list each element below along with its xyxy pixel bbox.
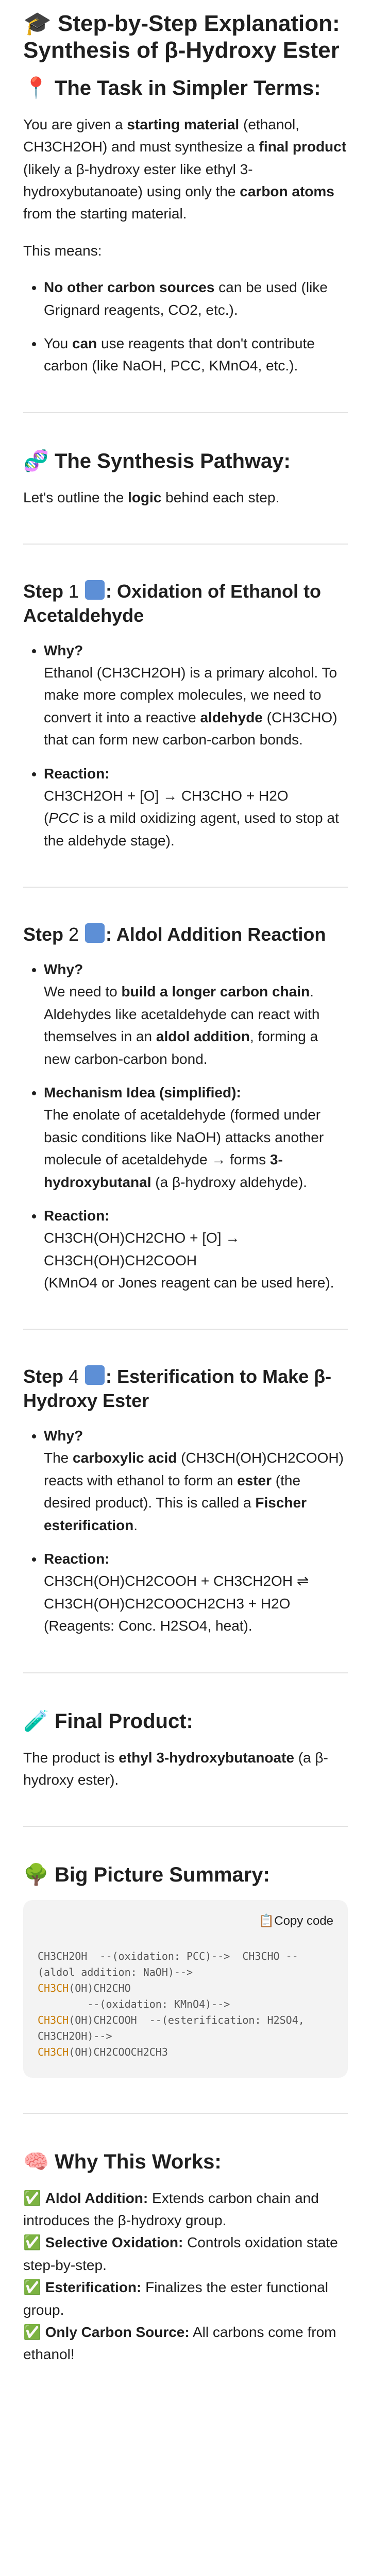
divider [23, 2113, 348, 2114]
code-line [38, 1980, 333, 1996]
list-item: • Reaction: CH3CH2OH + [O] → CH3CHO + H2O (PCC is a mild oxidizing agent, used to stop at the aldehyde stage). [44, 762, 348, 852]
list-item: • Why? We need to build a longer carbon chain. Aldehydes like acetaldehyde can react with themselves in an aldol addition, forming a new carbon-carbon bond. [44, 958, 348, 1070]
task-section [23, 75, 348, 377]
step-1-heading: Step 1 : Oxidation of Ethanol to Acetaldehyde [23, 581, 322, 626]
brain-icon: 🧠 [23, 2149, 49, 2174]
check-mark-icon: ✅ [23, 2234, 41, 2251]
why-item: ✅ Aldol Addition: Extends carbon chain and introduces the β-hydroxy group. [23, 2189, 319, 2228]
keycap-box-icon [85, 1365, 105, 1385]
page-title-text: Step-by-Step Explanation: Synthesis of β-Hydroxy Ester [23, 11, 340, 63]
code-token: --(oxidation: KMnO4)--> [38, 1997, 230, 2010]
code-line [38, 2012, 333, 2044]
divider [23, 1672, 348, 1673]
list-item: • Reaction: CH3CH(OH)CH2COOH + CH3CH2OH ⇌ CH3CH(OH)CH2COOCH2CH3 + H2O (Reagents: Conc. H2SO4, heat). [44, 1548, 348, 1637]
list-item: • Why? Ethanol (CH3CH2OH) is a primary alcohol. To make more complex molecules, we need to convert it into a reactive aldehyde (CH3CHO) that can form new carbon-carbon bonds. [44, 639, 348, 751]
final-paragraph: The product is ethyl 3-hydroxybutanoate (a β-hydroxy ester). [23, 1749, 328, 1788]
code-token: CH3CH2OH --(oxidation: PCC)--> CH3CHO --(aldol addition: NaOH)--> [38, 1950, 298, 1978]
constraints-list [23, 276, 348, 377]
step-2-section [23, 923, 348, 1294]
why-works-section [23, 2149, 348, 2366]
step-1-section [23, 580, 348, 852]
summary-heading-text: Big Picture Summary: [54, 1863, 270, 1887]
code-content [38, 1948, 333, 2060]
why-heading [23, 2149, 348, 2175]
step-2-list [23, 958, 348, 1294]
pathway-intro: Let's outline the logic behind each step. [23, 489, 280, 505]
code-block [23, 1900, 348, 2077]
code-line [38, 1948, 333, 1980]
step-2-heading: Step 2 : Aldol Addition Reaction [23, 924, 326, 945]
code-line [38, 2044, 333, 2060]
copy-code-button[interactable] [259, 1914, 333, 1928]
summary-section [23, 1862, 348, 2077]
step-4-heading: Step 4 : Esterification to Make β-Hydroxy Ester [23, 1366, 332, 1412]
code-token: (OH)CH2CHO [69, 1981, 131, 1994]
why-item: ✅ Only Carbon Source: All carbons come from ethanol! [23, 2323, 336, 2363]
divider [23, 887, 348, 888]
divider [23, 412, 348, 413]
keycap-box-icon [85, 923, 105, 943]
reaction-equation: CH3CH(OH)CH2CHO + [O] → CH3CH(OH)CH2COOH [44, 1230, 240, 1268]
divider [23, 1329, 348, 1330]
code-token: (OH)CH2COOH --(esterification: H2SO4, CH3CH2OH)--> [38, 2013, 311, 2042]
check-mark-icon: ✅ [23, 2189, 41, 2207]
tree-icon: 🌳 [23, 1863, 49, 1887]
keycap-box-icon [85, 580, 105, 600]
step-number: 1 [69, 581, 79, 602]
pathway-heading-text: The Synthesis Pathway: [54, 449, 291, 472]
list-item: • You can use reagents that don't contribute carbon (like NaOH, PCC, KMnO4, etc.). [44, 332, 348, 377]
final-heading [23, 1708, 348, 1734]
final-product-section [23, 1708, 348, 1791]
check-mark-icon: ✅ [23, 2279, 41, 2296]
copy-code-label: Copy code [274, 1914, 333, 1928]
step-4-list [23, 1425, 348, 1637]
code-token: CH3CH [38, 2045, 69, 2058]
step-4-section [23, 1365, 348, 1637]
page-title [23, 10, 348, 64]
list-item: • Why? The carboxylic acid (CH3CH(OH)CH2COOH) reacts with ethanol to form an ester (the desired product). This is called a Fischer esterification. [44, 1425, 348, 1536]
clipboard-icon: 📋 [259, 1913, 275, 1928]
dna-icon: 🧬 [23, 449, 49, 473]
task-paragraph: You are given a starting material (ethanol, CH3CH2OH) and must synthesize a final product (likely a β-hydroxy ester like ethyl 3-hydroxybutanoate) using only the carbon atoms from the starting material. [23, 116, 347, 222]
code-token: (OH)CH2COOCH2CH3 [69, 2045, 168, 2058]
divider [23, 544, 348, 545]
code-header [38, 1911, 333, 1930]
divider [23, 1826, 348, 1827]
list-item: • No other carbon sources can be used (like Grignard reagents, CO2, etc.). [44, 276, 348, 321]
code-token: CH3CH [38, 1981, 69, 1994]
code-line [38, 1996, 333, 2012]
pathway-heading [23, 448, 348, 474]
step-number: 4 [69, 1366, 79, 1387]
test-tube-icon: 🧪 [23, 1709, 49, 1733]
final-heading-text: Final Product: [54, 1709, 193, 1733]
task-heading-text: The Task in Simpler Terms: [54, 76, 321, 99]
means-text: This means: [23, 242, 102, 259]
task-heading [23, 75, 348, 101]
pathway-section [23, 448, 348, 509]
step-number: 2 [69, 924, 79, 945]
summary-heading [23, 1862, 348, 1888]
step-1-list [23, 639, 348, 852]
graduation-cap-icon: 🎓 [23, 10, 52, 37]
reaction-equation: CH3CH(OH)CH2COOH + CH3CH2OH ⇌ CH3CH(OH)CH2COOCH2CH3 + H2O [44, 1573, 309, 1612]
reaction-equation: CH3CH2OH + [O] → CH3CHO + H2O [44, 788, 289, 804]
pushpin-icon: 📍 [23, 76, 49, 100]
why-list [23, 2187, 348, 2366]
list-item: • Reaction: CH3CH(OH)CH2CHO + [O] → CH3CH(OH)CH2COOH (KMnO4 or Jones reagent can be used here). [44, 1205, 348, 1294]
why-heading-text: Why This Works: [54, 2150, 222, 2173]
list-item: • Mechanism Idea (simplified): The enolate of acetaldehyde (formed under basic conditions like NaOH) attacks another molecule of acetaldehyde → forms 3-hydroxybutanal (a β-hydroxy aldehyde). [44, 1081, 348, 1193]
why-item: ✅ Esterification: Finalizes the ester functional group. [23, 2279, 328, 2318]
check-mark-icon: ✅ [23, 2323, 41, 2341]
code-token: CH3CH [38, 2013, 69, 2026]
why-item: ✅ Selective Oxidation: Controls oxidation state step-by-step. [23, 2234, 338, 2273]
